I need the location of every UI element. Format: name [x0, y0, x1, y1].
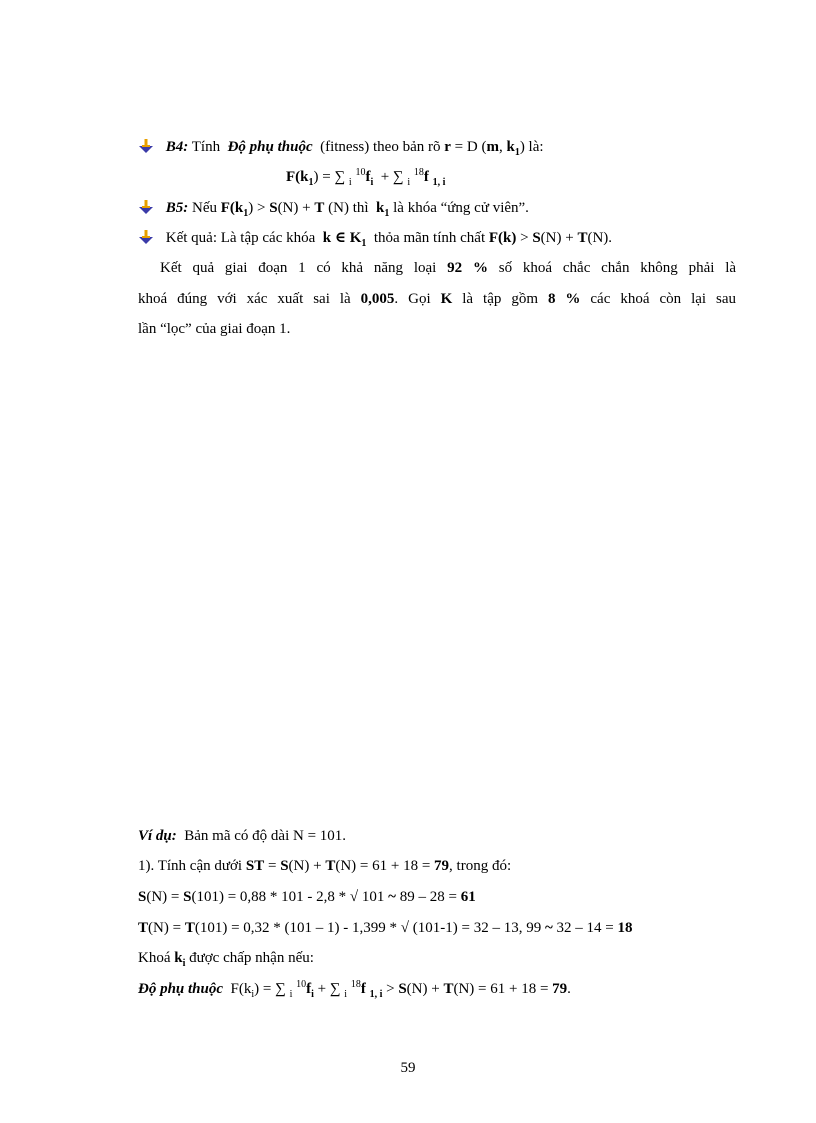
result-line: Kết quả: Là tập các khóa k ∈ $K_1$ thỏa mãn tính chất F(k) > S(N) + T(N).: [138, 228, 612, 248]
fitness-formula: $F(k_1)$ = ∑ $_i$ $^{10}f_i$ + ∑ $_i$ $^{18}$f $_{1, i}$: [286, 167, 446, 188]
b4-label: B4:: [165, 139, 189, 155]
paragraph-line-3: lần “lọc” của giai đoạn 1.: [138, 321, 291, 337]
t-calculation: T(N) = T(101) = 0,32 * (101 – 1) - 1,399 * √ (101-1) = 32 – 13, 99 ~ 32 – 14 = 18: [138, 920, 633, 936]
arrow-bullet-icon: [138, 138, 154, 154]
step-b5: B5: Nếu $F(k_1) > S(N) + T$ (N) thì $k_1$ là khóa “ứng cử viên”.: [138, 198, 529, 218]
final-condition: Độ phụ thuộc $F(k_i)$ = ∑ $_i$ $^{10}f_i$ + ∑ $_i$ $^{18}$f $_{1, i}$ > S(N) + T(N) = 61 + 18 = 79.: [138, 979, 571, 1000]
page-number: 59: [400, 1060, 416, 1076]
arrow-bullet-icon: [138, 229, 154, 245]
paragraph-line-1: Kết quả giai đoạn 1 có khả năng loại 92 % số khoá chắc chắn không phải là: [160, 260, 737, 276]
step-b4: B4: Tính Độ phụ thuộc (fitness) theo bản rõ r = D (m, $k_1$) là:: [138, 137, 544, 157]
s-calculation: S(N) = S(101) = 0,88 * 101 - 2,8 * √ 101 ~ 89 – 28 = 61: [138, 889, 476, 905]
paragraph-line-2: khoá đúng với xác xuất sai là 0,005. Gọi K là tập gồm 8 % các khoá còn lại sau: [138, 291, 737, 307]
acceptance-line: Khoá $k_i$ được chấp nhận nếu:: [138, 950, 314, 969]
b4-term: Độ phụ thuộc: [227, 139, 313, 155]
arrow-bullet-icon: [138, 199, 154, 215]
example-heading: Ví dụ: Bản mã có độ dài N = 101.: [138, 828, 347, 844]
example-step-1: 1). Tính cận dưới ST = S(N) + T(N) = 61 + 18 = 79, trong đó:: [138, 858, 512, 874]
